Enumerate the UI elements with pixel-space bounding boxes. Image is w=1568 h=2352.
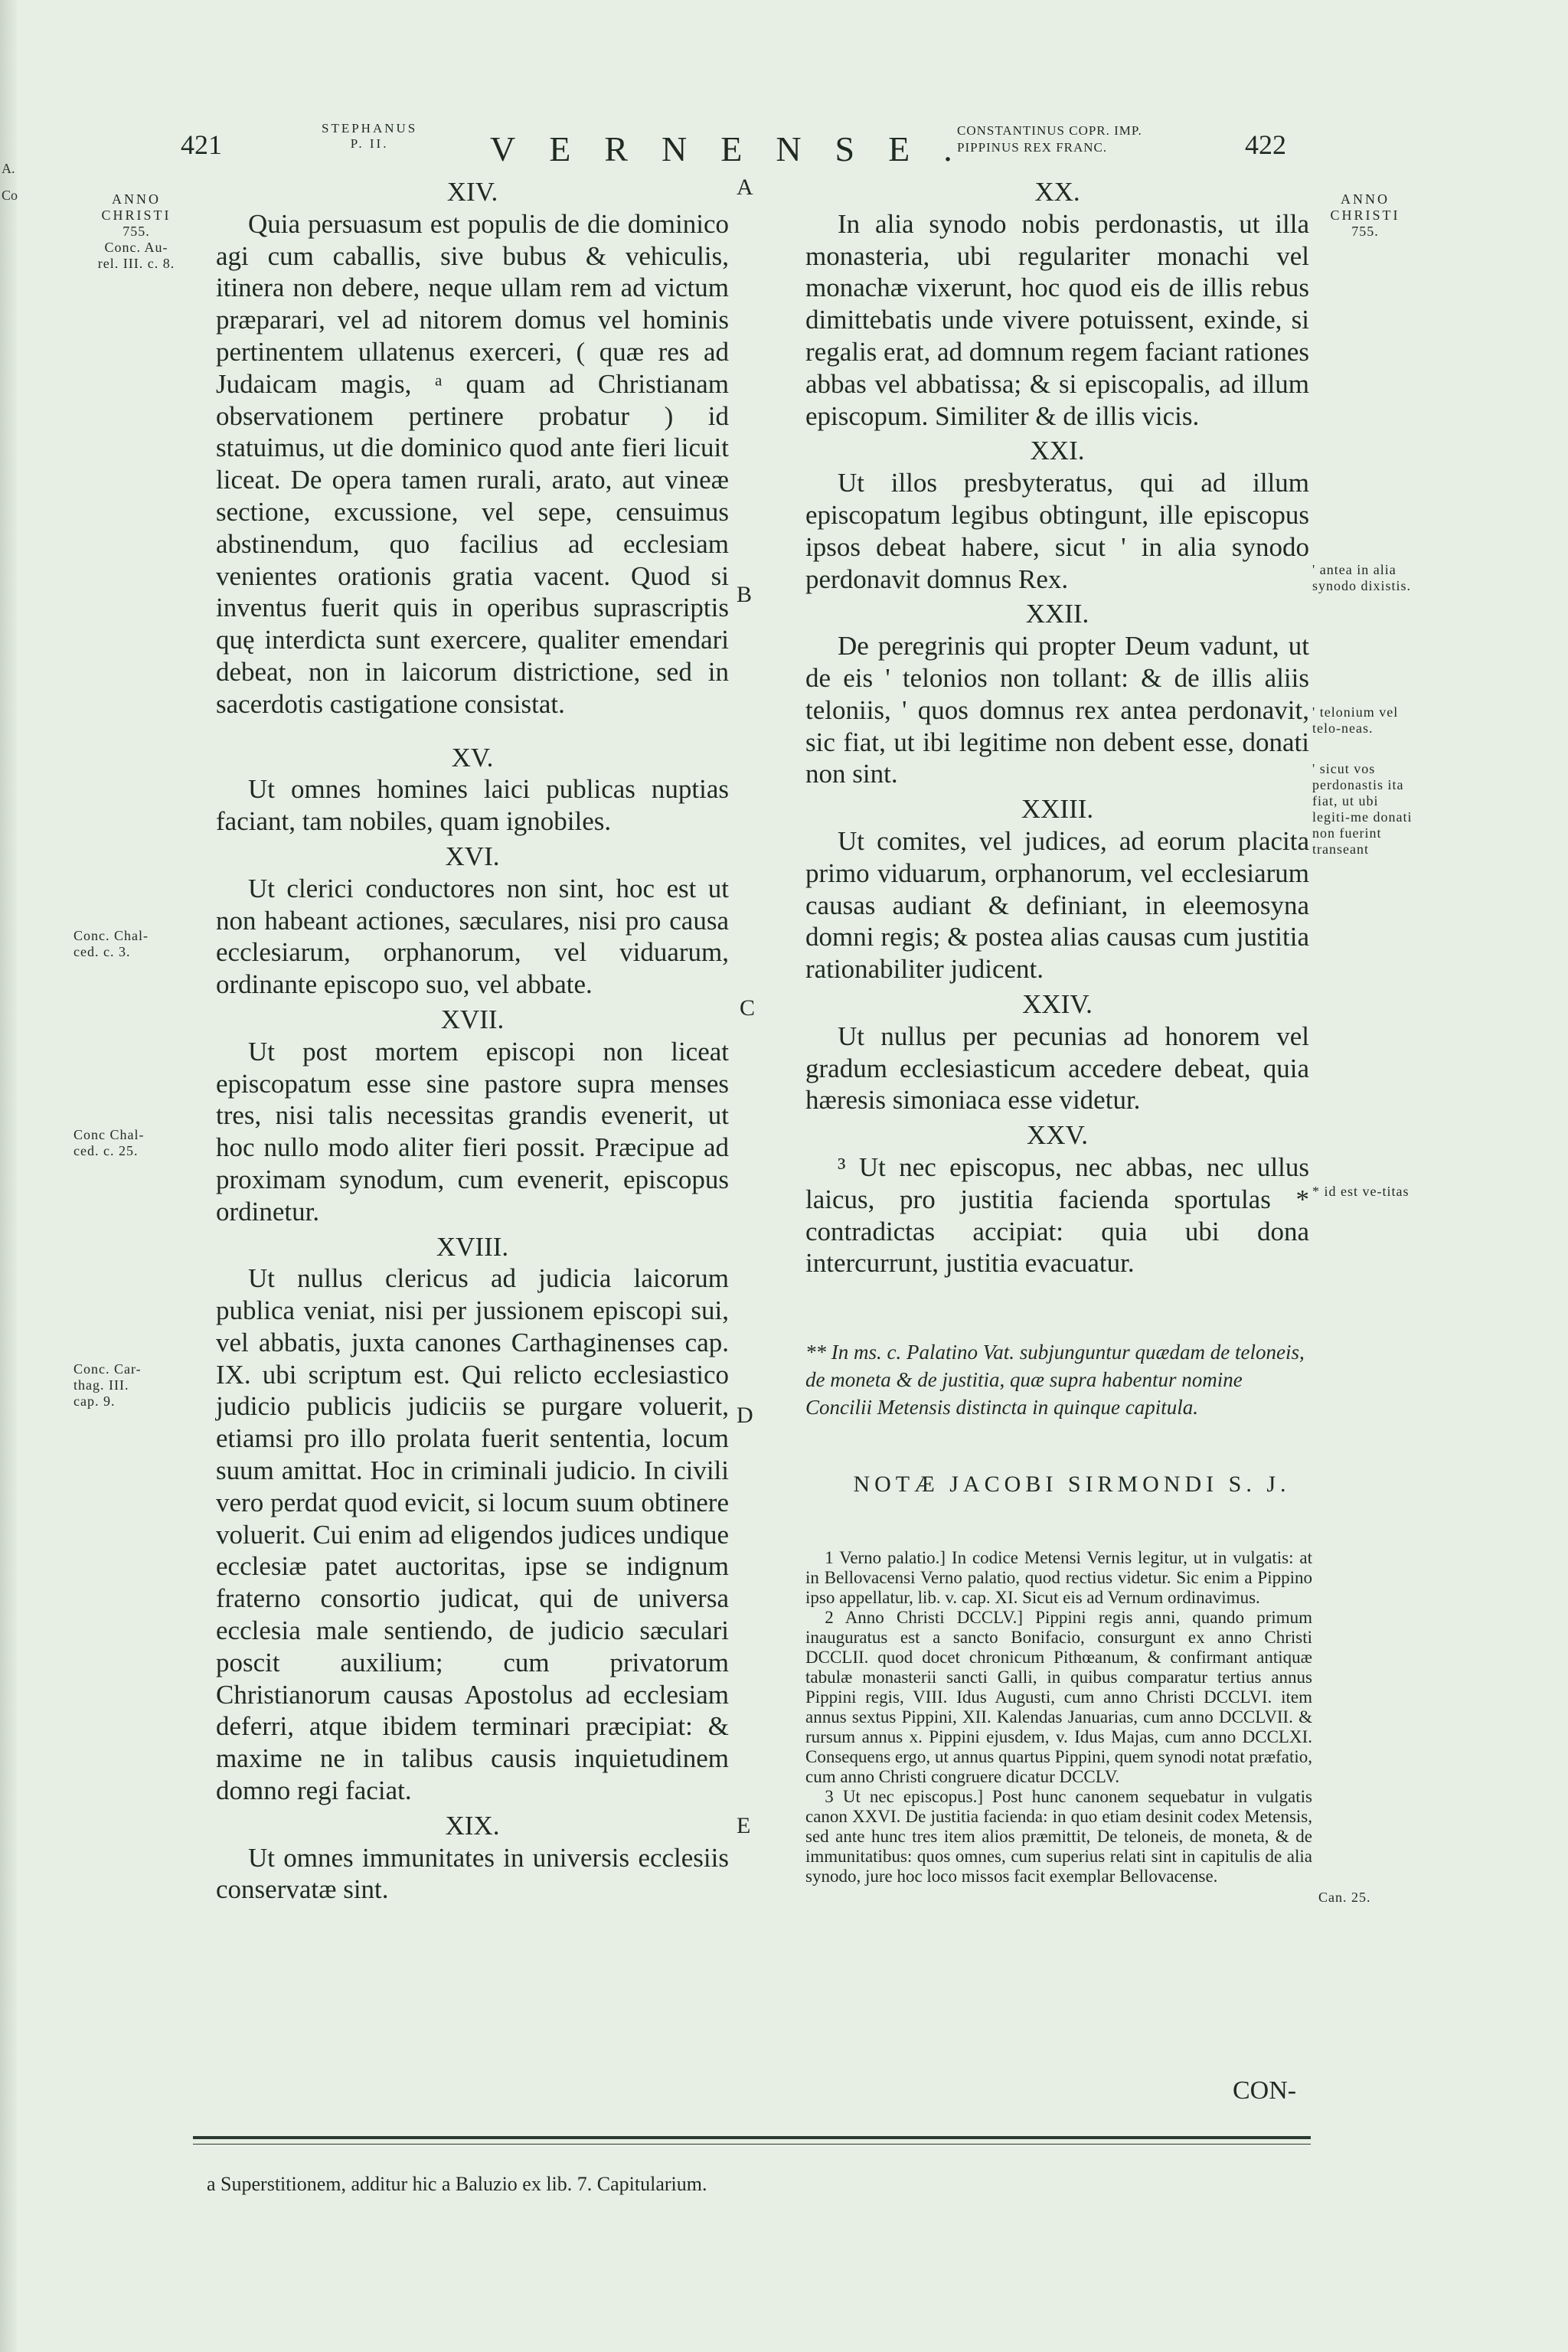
left-margin-anno: ANNO CHRISTI 755. Conc. Au- rel. III. c. 8. — [97, 191, 175, 271]
canon-number: XXI. — [1030, 436, 1085, 466]
page-number-right: 422 — [1245, 129, 1286, 160]
canon-text: Ut clerici conductores non sint, hoc est ut non habeant actiones, sæculares, nisi pro causa ecclesiarum, orphanorum, vel viduarum, ordinante episcopo suo, vel abbate. — [216, 873, 729, 1000]
canon-number: XIX. — [445, 1810, 500, 1841]
gutter-mark: Co — [2, 188, 18, 203]
canon-text: Ut post mortem episcopi non liceat episcopatum esse sine pastore supra menses tres, nisi talis necessitas grandis evenerit, ut hoc nullo modo aliter fieri possit. Præcipue ad proximam synodum, cum evenerit, episcopus ordinetur. — [216, 1036, 729, 1227]
canon-number: XXIII. — [1021, 794, 1094, 825]
page-number-left: 421 — [181, 129, 222, 160]
footnote: a Superstitionem, additur hic a Baluzio ex lib. 7. Capitularium. — [207, 2173, 707, 2195]
footnote-rule — [193, 2136, 1311, 2139]
notes-block — [805, 1548, 1312, 1886]
right-margin-canon-ref: Can. 25. — [1318, 1890, 1371, 1905]
right-margin-gloss: ' antea in alia synodo dixistis. — [1312, 562, 1412, 593]
canon-text: In alia synodo nobis perdonastis, ut illa monasteria, ubi regulariter monachi vel monachæ vixerunt, hoc quod eis de illis rebus dimittebatis unde vivere potuissent, exinde, si regalis erat, ad domnum regem faciant rationes abbas vel abbatissa; & si episcopalis, ad illum episcopum. Similiter & de illis vicis. — [805, 208, 1309, 431]
canon-number: XXV. — [1026, 1120, 1089, 1151]
section-letter-c: C — [740, 995, 756, 1021]
section-letter-e: E — [737, 1813, 751, 1838]
notes-heading: NOTÆ JACOBI SIRMONDI S. J. — [853, 1472, 1291, 1497]
canon-number: XXII. — [1025, 599, 1089, 629]
page-gutter-edge — [0, 0, 17, 2352]
catchword: CON- — [1233, 2076, 1297, 2105]
canon-number: XVII. — [440, 1004, 505, 1034]
left-margin-note-chalced-25: Conc Chal- ced. c. 25. — [74, 1127, 145, 1158]
header-left-label: STEPHANUS P. II. — [322, 121, 418, 151]
canon-text: Quia persuasum est populis de die dominico agi cum caballis, sive bubus & vehiculis, itinera non debere, neque ullam rem ad victum præparari, vel ad nitorem domus vel hominis pertinentem ullatenus exerceri, ( quæ res ad Judaicam magis, ᵃ quam ad Christianam observationem pertinere probatur ) id statuimus, ut die dominico quod ante fieri licuit liceat. De opera tamen rurali, arato, aut vineæ sectione, excussione, vel sepe, censuimus abstinendum, quo facilius ad ecclesiam venientes orationis gratia vacent. Quod si inventus fuerit quis in operibus suprascriptis quę interdicta sunt exercere, qualiter emendari debeat, non in laicorum districtione, sed in sacerdotis castigatione consistat. — [216, 208, 729, 719]
running-title: VERNENSE. — [490, 129, 986, 168]
canon-number: XVIII. — [436, 1231, 509, 1262]
left-margin-note-carthag: Conc. Car- thag. III. cap. 9. — [74, 1361, 142, 1409]
canon-number: XXIV. — [1022, 988, 1093, 1019]
canon-text: Ut nullus per pecunias ad honorem vel gradum ecclesiasticum accedere debeat, quia hæresis simoniaca esse videtur. — [805, 1021, 1309, 1116]
canon-text: De peregrinis qui propter Deum vadunt, ut de eis ' telonios non tollant: & de illis aliis teloniis, ' quos domnus rex antea perdonavit, sic fiat, ut ibi legitime non debent esse, donati non sint. — [805, 631, 1309, 789]
canon-number: XIV. — [446, 177, 498, 207]
manuscript-note: ** In ms. c. Palatino Vat. subjunguntur quædam de teloneis, de moneta & de justitia, quæ supra habentur nomine Concilii Metensis distincta in quinque capitula. — [805, 1341, 1305, 1419]
canon-text: Ut illos presbyteratus, qui ad illum episcopatum legibus obtingunt, ille episcopus ipsos debeat habere, sicut ' in alia synodo perdonavit domnus Rex. — [805, 468, 1309, 594]
left-column — [216, 173, 729, 1906]
canon-text: Ut nullus clericus ad judicia laicorum publica veniat, nisi per jussionem episcopi sui, vel abbatis, juxta canones Carthaginenses cap. IX. ubi scriptum est. Qui relicto ecclesiastico judicio publicis judiciis se purgare voluerit, etiamsi pro illo prolata fuerit sententia, locum suum amittat. Hoc in criminali judicio. In civili vero perdat quod evicit, si locum suum obtinere voluerit. Cui enim ad eligendos judices undique ecclesiæ patet auctoritas, ipse se indignum fraterno consortio judicat, qui de universa ecclesia male sentiendo, de judicio sæculari poscit auxilium; cum privatorum Christianorum causas Apostolus ad ecclesiam deferri, atque ibidem terminari præcipiat: & maxime ne in talibus causis inquietudinem domno regi faciat. — [216, 1263, 729, 1806]
right-margin-gloss: ' telonium vel telo-neas. — [1312, 704, 1399, 736]
note-item: 1 Verno palatio.] In codice Metensi Vernis legitur, ut in vulgatis: at in Bellovacensi Verno palatio, quod rectius videtur. Sic enim a Pippino ipso appellatur, lib. v. cap. XI. Sicut eis ad Vernum ordinavimus. — [805, 1548, 1312, 1607]
canon-number: XX. — [1034, 177, 1080, 207]
right-margin-gloss: * id est ve-titas — [1312, 1184, 1410, 1199]
left-margin-note-chalced-3: Conc. Chal- ced. c. 3. — [74, 928, 149, 959]
canon-text: Ut comites, vel judices, ad eorum placita primo viduarum, orphanorum, vel ecclesiarum causas audiant & definiant, in eleemosyna domni regis; & postea alias causas cum justitia rationabiliter judicent. — [805, 825, 1309, 985]
note-item: 2 Anno Christi DCCLV.] Pippini regis anni, quando primum inauguratus est a sancto Bonifacio, consurgunt ex anno Christi DCCLII. quod docet chronicum Pithœanum, & confirmant antiquæ tabulæ monasterii sancti Galli, in quibus comparatur tertius annus Pippini regis, VIII. Idus Augusti, cum anno Christi DCCLVI. item annus sextus Pippini, XII. Kalendas Januarias, cum anno DCCLVII. & rursum annus x. Pippini ejusdem, v. Idus Majas, cum anno DCCLXI. Consequens ergo, ut annus quartus Pippini, quem synodi notat præfatio, cum anno Christi congruere dicatur DCCLV. — [805, 1608, 1312, 1786]
section-letter-d: D — [737, 1403, 753, 1428]
canon-number: XVI. — [445, 841, 500, 871]
right-margin-anno: ANNO CHRISTI 755. — [1330, 191, 1400, 239]
section-letter-a: A — [737, 175, 753, 200]
canon-text: Ut omnes homines laici publicas nuptias faciant, tam nobiles, quam ignobiles. — [216, 774, 729, 837]
section-letter-b: B — [737, 582, 753, 607]
canon-number: XV. — [451, 742, 494, 773]
right-column — [805, 173, 1309, 1279]
right-margin-gloss: ' sicut vos perdonastis ita fiat, ut ubi legiti-me donati non fuerint transeant — [1312, 761, 1413, 857]
header-right-label: CONSTANTINUS COPR. IMP. PIPPINUS REX FRANC. — [957, 123, 1142, 155]
canon-text: Ut omnes immunitates in universis ecclesiis conservatæ sint. — [216, 1842, 729, 1905]
footnote-rule-thin — [193, 2144, 1311, 2145]
canon-text: ³ Ut nec episcopus, nec abbas, nec ullus laicus, pro justitia facienda sportulas * contradictas accipiat: quia ubi dona intercurrunt, justitia evacuatur. — [805, 1152, 1309, 1279]
gutter-mark: A. — [2, 161, 15, 176]
note-item: 3 Ut nec episcopus.] Post hunc canonem sequebatur in vulgatis canon XXVI. De justitia facienda: in quo etiam desinit codex Metensis, sed ante hunc tres item alios præmittit, De teloneis, de moneta, & de immunitatibus: quos omnes, cum superius relati sint in capitulis de alia synodo, jure hoc loco missos facit exemplar Bellovacense. — [805, 1787, 1312, 1886]
